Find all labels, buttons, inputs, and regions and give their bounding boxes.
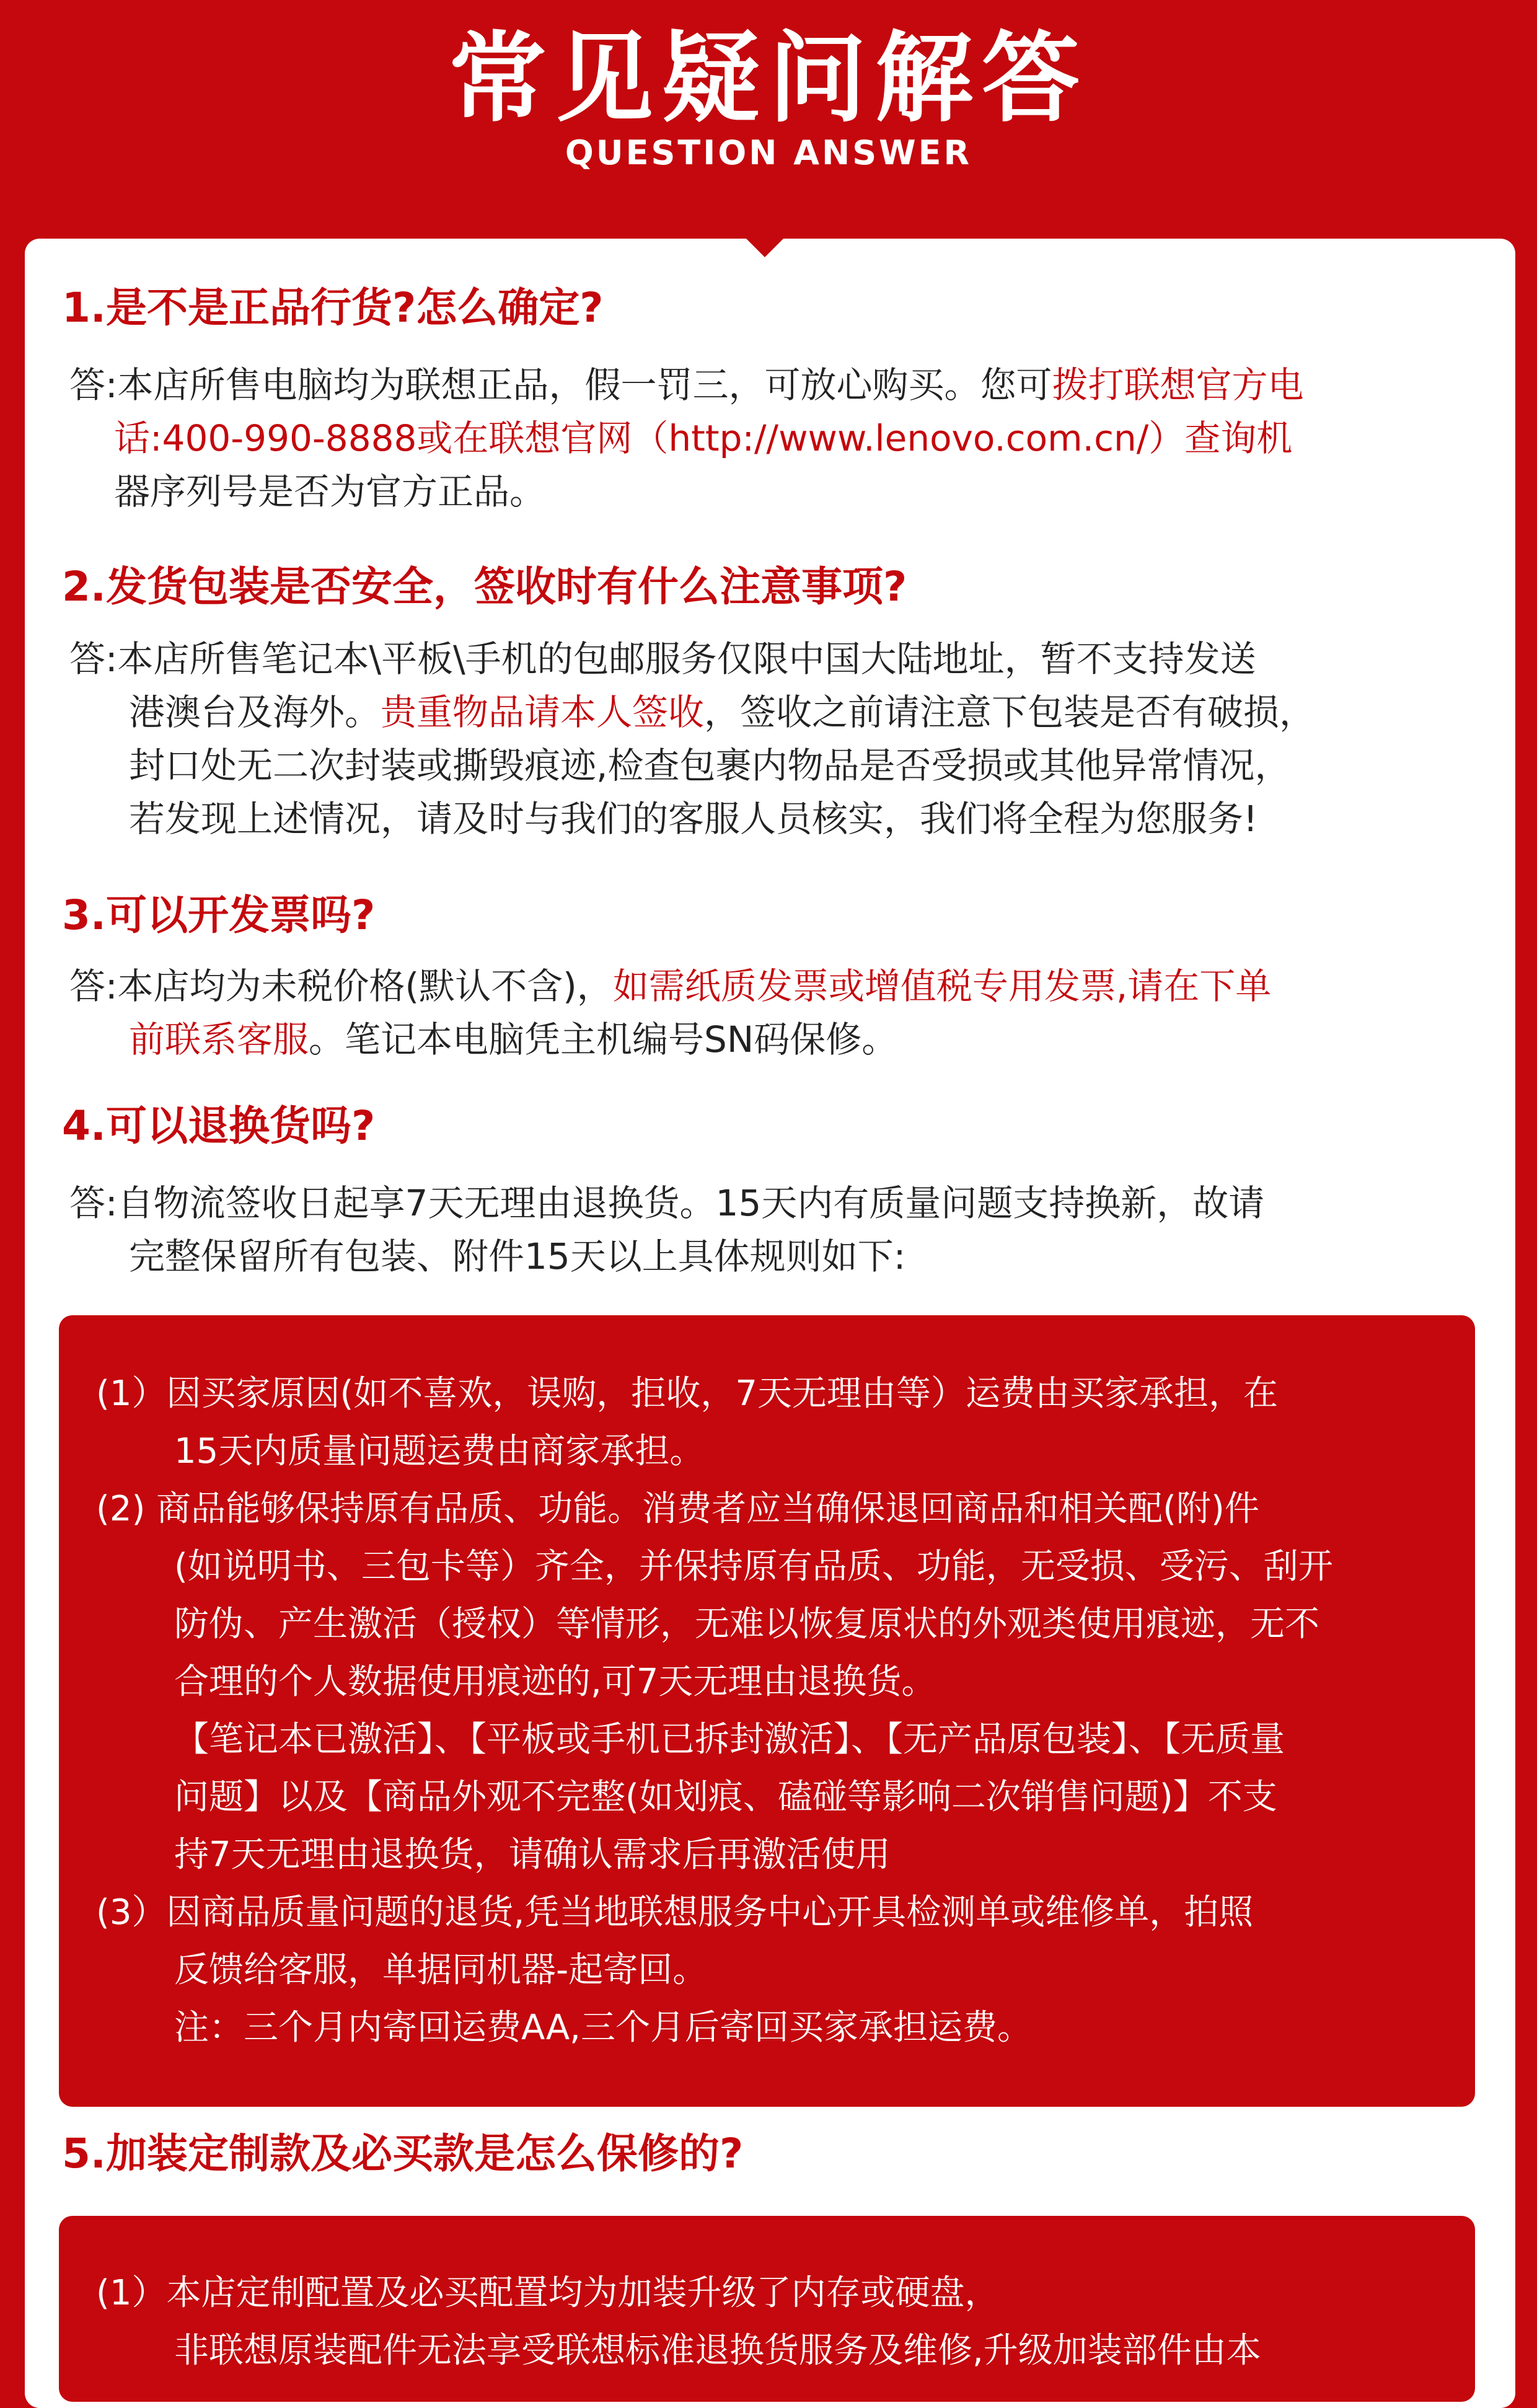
answer-2-line-1: 答:本店所售笔记本\平板\手机的包邮服务仅限中国大陆地址，暂不支持发送 (69, 638, 1256, 680)
answer-1-line-3: 器序列号是否为官方正品。 (114, 470, 546, 513)
answer-highlight: 如需纸质发票或增值税专用发票,请在下单 (612, 965, 1272, 1007)
panel-notch (728, 220, 802, 257)
rule-line: (2) 商品能够保持原有品质、功能。消费者应当确保退回商品和相关配(附)件 (96, 1489, 1259, 1529)
answer-prefix: 答: (69, 638, 118, 680)
rule-line: 合理的个人数据使用痕迹的,可7天无理由退换货。 (174, 1662, 936, 1702)
rule-line: (1）本店定制配置及必买配置均为加装升级了内存或硬盘， (96, 2273, 1000, 2313)
answer-highlight: 拨打联想官方电 (1052, 364, 1304, 406)
return-rules-text (96, 1365, 1447, 2057)
answer-2-line-2: 港澳台及海外。贵重物品请本人签收，签收之前请注意下包装是否有破损， (129, 691, 1316, 733)
rule-line: 15天内质量问题运费由商家承担。 (174, 1431, 705, 1471)
question-5-title: 5.加装定制款及必买款是怎么保修的? (62, 2130, 744, 2177)
answer-prefix: 答: (69, 965, 118, 1007)
page-header (0, 0, 1537, 223)
rule-line: (3）因商品质量问题的退货,凭当地联想服务中心开具检测单或维修单，拍照 (96, 1892, 1254, 1933)
rule-line: 反馈给客服，单据同机器-起寄回。 (174, 1950, 708, 1990)
answer-highlight: 前联系客服 (129, 1018, 309, 1061)
answer-3-line-1: 答:本店均为未税价格(默认不含)，如需纸质发票或增值税专用发票,请在下单 (69, 965, 1272, 1007)
answer-2-line-3: 封口处无二次封装或撕毁痕迹,检查包裹内物品是否受损或其他异常情况， (129, 744, 1291, 787)
question-1-title: 1.是不是正品行货?怎么确定? (62, 284, 604, 332)
rule-line: 防伪、产生激活（授权）等情形，无难以恢复原状的外观类使用痕迹，无不 (174, 1604, 1319, 1644)
rule-line: 非联想原装配件无法享受联想标准退换货服务及维修,升级加装部件由本 (174, 2331, 1261, 2371)
answer-prefix: 答: (69, 1182, 118, 1224)
answer-1 (69, 358, 1482, 518)
answer-4-line-2: 完整保留所有包装、附件15天以上具体规则如下: (129, 1235, 906, 1277)
answer-1-line-2: 话:400-990-8888或在联想官网（http://www.lenovo.com.cn/）查询机 (114, 417, 1293, 459)
answer-1-line-1: 答:本店所售电脑均为联想正品，假一罚三，可放心购买。您可拨打联想官方电 (69, 364, 1304, 406)
answer-3-line-2: 前联系客服。笔记本电脑凭主机编号SN码保修。 (129, 1018, 898, 1061)
rule-line: 【笔记本已激活】、【平板或手机已拆封激活】、【无产品原包装】、【无质量 (174, 1719, 1285, 1760)
answer-4-line-1: 答:自物流签收日起享7天无理由退换货。15天内有质量问题支持换新，故请 (69, 1182, 1265, 1224)
question-4-title: 4.可以退换货吗? (62, 1102, 376, 1150)
rule-line: 问题】以及【商品外观不完整(如划痕、磕碰等影响二次销售问题)】不支 (174, 1777, 1277, 1817)
answer-prefix: 答: (69, 364, 118, 406)
rule-line: 注：三个月内寄回运费AA,三个月后寄回买家承担运费。 (174, 2008, 1032, 2048)
warranty-rules-text (96, 2264, 1447, 2379)
question-3-title: 3.可以开发票吗? (62, 891, 376, 939)
rule-line: (1）因买家原因(如不喜欢，误购，拒收，7天无理由等）运费由买家承担，在 (96, 1374, 1278, 1414)
rule-line: (如说明书、三包卡等）齐全，并保持原有品质、功能，无受损、受污、刮开 (174, 1546, 1333, 1587)
answer-2-line-4: 若发现上述情况，请及时与我们的客服人员核实，我们将全程为您服务! (129, 798, 1258, 840)
answer-highlight: 贵重物品请本人签收 (381, 691, 705, 733)
answer-4 (69, 1176, 1482, 1283)
rule-line: 持7天无理由退换货，请确认需求后再激活使用 (174, 1835, 891, 1875)
page-subtitle: QUESTION ANSWER (565, 133, 972, 172)
answer-3 (69, 959, 1482, 1066)
return-rules-box (59, 1315, 1475, 2107)
page-title: 常见疑问解答 (449, 22, 1088, 136)
warranty-rules-box (59, 2216, 1475, 2402)
answer-2 (69, 632, 1482, 845)
question-2-title: 2.发货包装是否安全，签收时有什么注意事项? (62, 563, 907, 611)
